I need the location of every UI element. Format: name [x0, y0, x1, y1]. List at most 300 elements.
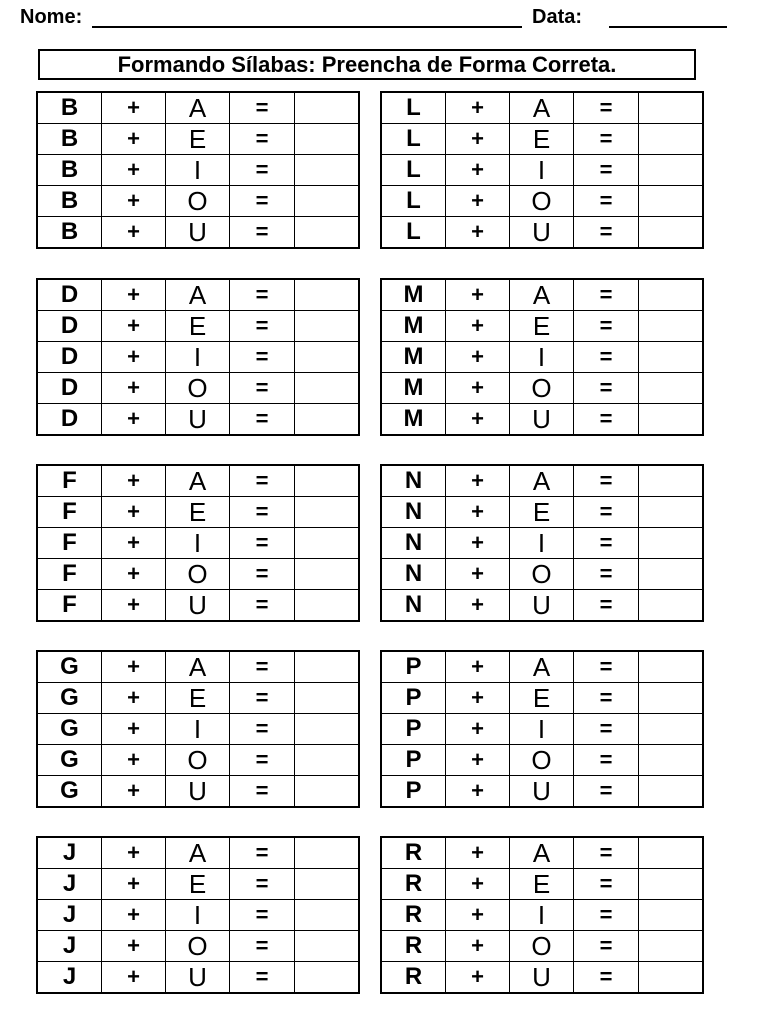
plus-sign: + [446, 92, 510, 124]
equals-sign: = [230, 776, 295, 808]
equals-sign: = [230, 900, 295, 931]
answer-cell[interactable] [295, 900, 360, 931]
syllable-row [37, 373, 359, 404]
vowel-cell: E [166, 683, 230, 714]
nome-label: Nome: [20, 6, 83, 28]
plus-sign: + [446, 342, 510, 373]
consonant-cell: F [37, 528, 102, 559]
answer-cell[interactable] [639, 714, 704, 745]
vowel-cell: O [166, 931, 230, 962]
worksheet-title: Formando Sílabas: Preencha de Forma Correta. [38, 49, 696, 80]
equals-sign: = [574, 186, 639, 217]
answer-cell[interactable] [295, 186, 360, 217]
syllable-row [37, 528, 359, 559]
plus-sign: + [102, 590, 166, 622]
plus-sign: + [102, 92, 166, 124]
plus-sign: + [102, 651, 166, 683]
consonant-cell: G [37, 745, 102, 776]
syllable-row [381, 776, 703, 808]
answer-cell[interactable] [295, 217, 360, 249]
syllable-row [37, 776, 359, 808]
consonant-cell: P [381, 651, 446, 683]
plus-sign: + [446, 776, 510, 808]
syllable-row [381, 465, 703, 497]
answer-cell[interactable] [639, 404, 704, 436]
equals-sign: = [230, 124, 295, 155]
answer-cell[interactable] [639, 217, 704, 249]
vowel-cell: O [166, 186, 230, 217]
syllable-row [37, 590, 359, 622]
vowel-cell: U [166, 962, 230, 994]
vowel-cell: E [166, 311, 230, 342]
plus-sign: + [102, 373, 166, 404]
syllable-row [381, 869, 703, 900]
answer-cell[interactable] [295, 342, 360, 373]
plus-sign: + [446, 311, 510, 342]
syllable-table-j [36, 836, 360, 994]
syllable-row [381, 373, 703, 404]
consonant-cell: B [37, 124, 102, 155]
syllable-row [381, 311, 703, 342]
equals-sign: = [230, 373, 295, 404]
answer-cell[interactable] [639, 745, 704, 776]
syllable-row [37, 714, 359, 745]
vowel-cell: I [510, 528, 574, 559]
answer-cell[interactable] [639, 497, 704, 528]
equals-sign: = [574, 373, 639, 404]
vowel-cell: I [166, 528, 230, 559]
syllable-row [37, 124, 359, 155]
plus-sign: + [446, 186, 510, 217]
consonant-cell: R [381, 869, 446, 900]
vowel-cell: I [510, 342, 574, 373]
equals-sign: = [230, 404, 295, 436]
plus-sign: + [102, 342, 166, 373]
consonant-cell: F [37, 465, 102, 497]
plus-sign: + [446, 745, 510, 776]
consonant-cell: B [37, 217, 102, 249]
vowel-cell: O [510, 559, 574, 590]
vowel-cell: O [166, 373, 230, 404]
vowel-cell: U [510, 776, 574, 808]
answer-cell[interactable] [639, 124, 704, 155]
plus-sign: + [102, 745, 166, 776]
syllable-table-p [380, 650, 704, 808]
plus-sign: + [102, 931, 166, 962]
plus-sign: + [446, 373, 510, 404]
syllable-row [37, 683, 359, 714]
answer-cell[interactable] [639, 590, 704, 622]
consonant-cell: F [37, 559, 102, 590]
equals-sign: = [230, 217, 295, 249]
equals-sign: = [230, 155, 295, 186]
vowel-cell: I [510, 714, 574, 745]
answer-cell[interactable] [639, 465, 704, 497]
equals-sign: = [230, 342, 295, 373]
vowel-cell: O [510, 931, 574, 962]
consonant-cell: J [37, 837, 102, 869]
answer-cell[interactable] [639, 92, 704, 124]
consonant-cell: J [37, 869, 102, 900]
plus-sign: + [102, 279, 166, 311]
answer-cell[interactable] [295, 837, 360, 869]
plus-sign: + [446, 155, 510, 186]
plus-sign: + [102, 900, 166, 931]
equals-sign: = [230, 962, 295, 994]
consonant-cell: M [381, 373, 446, 404]
answer-cell[interactable] [295, 528, 360, 559]
equals-sign: = [574, 931, 639, 962]
answer-cell[interactable] [639, 931, 704, 962]
answer-cell[interactable] [639, 837, 704, 869]
syllable-row [381, 651, 703, 683]
answer-cell[interactable] [295, 683, 360, 714]
equals-sign: = [574, 497, 639, 528]
answer-cell[interactable] [639, 279, 704, 311]
answer-cell[interactable] [639, 155, 704, 186]
vowel-cell: E [510, 497, 574, 528]
equals-sign: = [230, 714, 295, 745]
consonant-cell: L [381, 124, 446, 155]
consonant-cell: N [381, 559, 446, 590]
plus-sign: + [102, 465, 166, 497]
consonant-cell: G [37, 776, 102, 808]
plus-sign: + [102, 683, 166, 714]
syllable-table-n [380, 464, 704, 622]
plus-sign: + [102, 497, 166, 528]
consonant-cell: D [37, 311, 102, 342]
plus-sign: + [102, 837, 166, 869]
syllable-row [381, 714, 703, 745]
syllable-row [37, 900, 359, 931]
vowel-cell: E [166, 124, 230, 155]
equals-sign: = [230, 869, 295, 900]
answer-cell[interactable] [295, 465, 360, 497]
vowel-cell: A [166, 92, 230, 124]
syllable-table-d [36, 278, 360, 436]
vowel-cell: O [510, 186, 574, 217]
plus-sign: + [102, 776, 166, 808]
syllable-row [381, 186, 703, 217]
syllable-row [37, 559, 359, 590]
syllable-table-r [380, 836, 704, 994]
equals-sign: = [574, 869, 639, 900]
equals-sign: = [574, 311, 639, 342]
vowel-cell: A [510, 465, 574, 497]
vowel-cell: E [166, 869, 230, 900]
consonant-cell: P [381, 776, 446, 808]
equals-sign: = [574, 590, 639, 622]
equals-sign: = [230, 837, 295, 869]
vowel-cell: E [510, 124, 574, 155]
consonant-cell: F [37, 590, 102, 622]
syllable-row [37, 869, 359, 900]
equals-sign: = [574, 837, 639, 869]
consonant-cell: M [381, 311, 446, 342]
equals-sign: = [574, 559, 639, 590]
answer-cell[interactable] [639, 776, 704, 808]
answer-cell[interactable] [639, 683, 704, 714]
consonant-cell: D [37, 373, 102, 404]
equals-sign: = [574, 962, 639, 994]
syllable-row [37, 92, 359, 124]
vowel-cell: O [166, 559, 230, 590]
consonant-cell: L [381, 186, 446, 217]
syllable-row [381, 559, 703, 590]
equals-sign: = [574, 124, 639, 155]
equals-sign: = [574, 217, 639, 249]
consonant-cell: J [37, 900, 102, 931]
data-label: Data: [532, 6, 583, 28]
consonant-cell: D [37, 279, 102, 311]
plus-sign: + [102, 186, 166, 217]
vowel-cell: O [510, 373, 574, 404]
consonant-cell: R [381, 931, 446, 962]
consonant-cell: P [381, 714, 446, 745]
answer-cell[interactable] [295, 373, 360, 404]
plus-sign: + [446, 497, 510, 528]
equals-sign: = [574, 92, 639, 124]
syllable-row [381, 155, 703, 186]
vowel-cell: U [166, 776, 230, 808]
answer-cell[interactable] [295, 590, 360, 622]
plus-sign: + [102, 559, 166, 590]
answer-cell[interactable] [295, 714, 360, 745]
plus-sign: + [446, 683, 510, 714]
consonant-cell: B [37, 92, 102, 124]
syllable-row [37, 931, 359, 962]
vowel-cell: O [166, 745, 230, 776]
equals-sign: = [230, 559, 295, 590]
answer-cell[interactable] [295, 776, 360, 808]
syllable-row [381, 900, 703, 931]
vowel-cell: U [166, 217, 230, 249]
vowel-cell: A [510, 92, 574, 124]
syllable-row [381, 92, 703, 124]
consonant-cell: L [381, 217, 446, 249]
equals-sign: = [230, 279, 295, 311]
equals-sign: = [230, 931, 295, 962]
plus-sign: + [446, 528, 510, 559]
consonant-cell: L [381, 92, 446, 124]
consonant-cell: D [37, 342, 102, 373]
vowel-cell: A [510, 279, 574, 311]
answer-cell[interactable] [295, 745, 360, 776]
answer-cell[interactable] [295, 497, 360, 528]
plus-sign: + [446, 279, 510, 311]
vowel-cell: I [510, 155, 574, 186]
plus-sign: + [446, 124, 510, 155]
equals-sign: = [230, 528, 295, 559]
plus-sign: + [446, 404, 510, 436]
answer-cell[interactable] [295, 92, 360, 124]
plus-sign: + [102, 311, 166, 342]
syllable-row [37, 497, 359, 528]
answer-cell[interactable] [295, 155, 360, 186]
vowel-cell: E [510, 683, 574, 714]
equals-sign: = [574, 745, 639, 776]
plus-sign: + [446, 962, 510, 994]
equals-sign: = [230, 745, 295, 776]
consonant-cell: M [381, 342, 446, 373]
equals-sign: = [574, 155, 639, 186]
vowel-cell: U [510, 404, 574, 436]
syllable-row [37, 962, 359, 994]
syllable-row [381, 497, 703, 528]
syllable-row [37, 186, 359, 217]
equals-sign: = [230, 683, 295, 714]
answer-cell[interactable] [639, 528, 704, 559]
vowel-cell: A [166, 279, 230, 311]
consonant-cell: P [381, 745, 446, 776]
syllable-row [37, 837, 359, 869]
vowel-cell: U [510, 217, 574, 249]
plus-sign: + [102, 528, 166, 559]
plus-sign: + [102, 404, 166, 436]
consonant-cell: J [37, 962, 102, 994]
syllable-row [381, 837, 703, 869]
answer-cell[interactable] [295, 559, 360, 590]
syllable-row [381, 124, 703, 155]
consonant-cell: N [381, 497, 446, 528]
vowel-cell: I [166, 900, 230, 931]
consonant-cell: M [381, 404, 446, 436]
equals-sign: = [574, 404, 639, 436]
vowel-cell: A [166, 651, 230, 683]
answer-cell[interactable] [639, 311, 704, 342]
vowel-cell: U [166, 404, 230, 436]
equals-sign: = [574, 279, 639, 311]
equals-sign: = [574, 683, 639, 714]
answer-cell[interactable] [639, 342, 704, 373]
answer-cell[interactable] [639, 869, 704, 900]
plus-sign: + [446, 714, 510, 745]
vowel-cell: A [510, 651, 574, 683]
answer-cell[interactable] [295, 651, 360, 683]
syllable-row [381, 217, 703, 249]
equals-sign: = [230, 186, 295, 217]
vowel-cell: I [510, 900, 574, 931]
answer-cell[interactable] [295, 404, 360, 436]
answer-cell[interactable] [295, 124, 360, 155]
data-field-line[interactable] [609, 26, 727, 28]
vowel-cell: E [510, 311, 574, 342]
plus-sign: + [446, 590, 510, 622]
plus-sign: + [102, 155, 166, 186]
plus-sign: + [446, 837, 510, 869]
vowel-cell: U [166, 590, 230, 622]
consonant-cell: N [381, 465, 446, 497]
vowel-cell: I [166, 342, 230, 373]
vowel-cell: E [166, 497, 230, 528]
syllable-row [381, 342, 703, 373]
equals-sign: = [574, 465, 639, 497]
plus-sign: + [446, 651, 510, 683]
answer-cell[interactable] [639, 900, 704, 931]
answer-cell[interactable] [639, 962, 704, 994]
consonant-cell: B [37, 155, 102, 186]
syllable-row [381, 962, 703, 994]
equals-sign: = [574, 714, 639, 745]
plus-sign: + [102, 869, 166, 900]
answer-cell[interactable] [295, 279, 360, 311]
consonant-cell: R [381, 900, 446, 931]
plus-sign: + [446, 559, 510, 590]
equals-sign: = [230, 465, 295, 497]
equals-sign: = [574, 342, 639, 373]
consonant-cell: M [381, 279, 446, 311]
consonant-cell: L [381, 155, 446, 186]
syllable-row [381, 528, 703, 559]
syllable-row [381, 683, 703, 714]
plus-sign: + [446, 465, 510, 497]
syllable-row [37, 311, 359, 342]
answer-cell[interactable] [639, 559, 704, 590]
syllable-row [381, 404, 703, 436]
equals-sign: = [230, 92, 295, 124]
consonant-cell: B [37, 186, 102, 217]
vowel-cell: A [510, 837, 574, 869]
consonant-cell: N [381, 528, 446, 559]
equals-sign: = [230, 497, 295, 528]
header [0, 4, 768, 30]
vowel-cell: O [510, 745, 574, 776]
syllable-row [37, 404, 359, 436]
vowel-cell: I [166, 714, 230, 745]
syllable-row [37, 279, 359, 311]
equals-sign: = [230, 590, 295, 622]
answer-cell[interactable] [295, 869, 360, 900]
answer-cell[interactable] [639, 651, 704, 683]
vowel-cell: A [166, 837, 230, 869]
answer-cell[interactable] [295, 962, 360, 994]
syllable-table-b [36, 91, 360, 249]
consonant-cell: P [381, 683, 446, 714]
syllable-row [381, 590, 703, 622]
equals-sign: = [230, 651, 295, 683]
consonant-cell: G [37, 651, 102, 683]
answer-cell[interactable] [295, 311, 360, 342]
plus-sign: + [446, 931, 510, 962]
syllable-row [37, 465, 359, 497]
vowel-cell: A [166, 465, 230, 497]
syllable-table-m [380, 278, 704, 436]
consonant-cell: J [37, 931, 102, 962]
vowel-cell: E [510, 869, 574, 900]
consonant-cell: R [381, 962, 446, 994]
plus-sign: + [102, 217, 166, 249]
answer-cell[interactable] [295, 931, 360, 962]
vowel-cell: U [510, 962, 574, 994]
equals-sign: = [574, 776, 639, 808]
vowel-cell: U [510, 590, 574, 622]
nome-field-line[interactable] [92, 26, 522, 28]
syllable-row [37, 342, 359, 373]
consonant-cell: G [37, 683, 102, 714]
answer-cell[interactable] [639, 186, 704, 217]
equals-sign: = [574, 900, 639, 931]
equals-sign: = [230, 311, 295, 342]
consonant-cell: N [381, 590, 446, 622]
consonant-cell: F [37, 497, 102, 528]
syllable-table-f [36, 464, 360, 622]
answer-cell[interactable] [639, 373, 704, 404]
syllable-row [381, 279, 703, 311]
consonant-cell: G [37, 714, 102, 745]
plus-sign: + [102, 714, 166, 745]
equals-sign: = [574, 651, 639, 683]
syllable-row [37, 155, 359, 186]
